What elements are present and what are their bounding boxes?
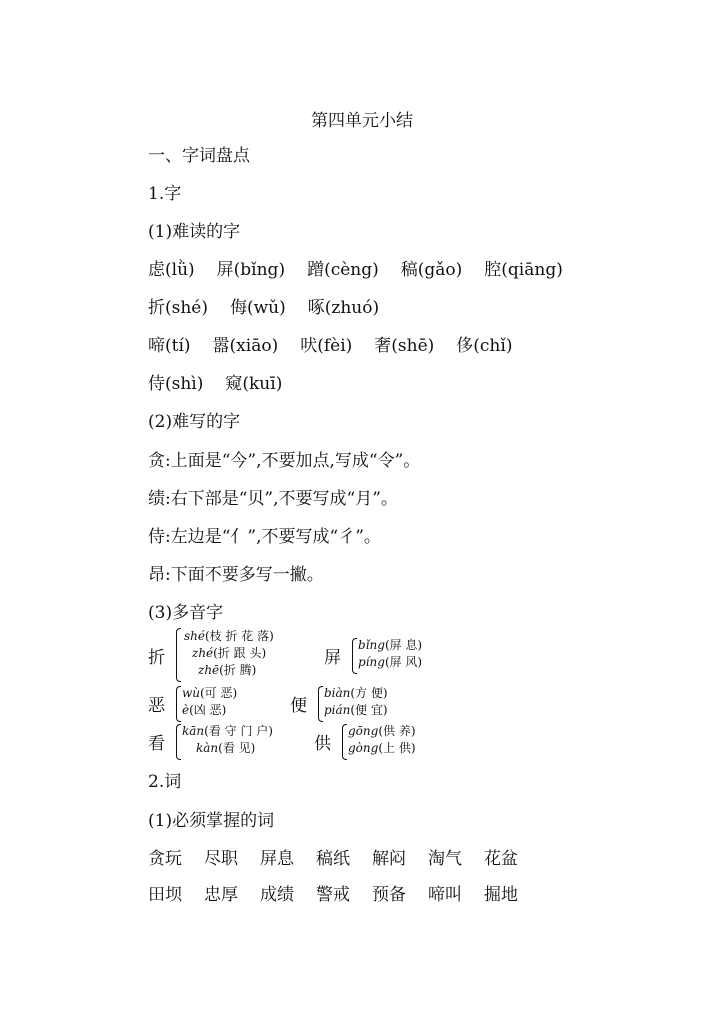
char-item: 折(shé) (148, 298, 208, 318)
polyphone-char: 看 (148, 734, 165, 754)
hard-read-row (148, 296, 401, 320)
reading: bǐng(屏 息) (358, 638, 423, 652)
polyphone-char: 便 (290, 696, 307, 716)
polyphone-group (148, 722, 298, 770)
word-item: 贪玩 (148, 849, 182, 869)
brace (342, 724, 347, 760)
word-item: 淘气 (428, 849, 462, 869)
word-item: 花盆 (484, 849, 518, 869)
reading: zhē(折 腾) (198, 663, 257, 677)
reading: zhé(折 跟 头) (192, 646, 267, 660)
sub-heading-zi: 1.字 (148, 184, 182, 204)
reading: è(凶 恶) (182, 703, 227, 717)
word-item: 啼叫 (428, 885, 462, 905)
char-item: 窥(kuī) (225, 374, 283, 394)
brace (176, 628, 181, 682)
word-item: 屏息 (260, 849, 294, 869)
char-item: 侈(chǐ) (456, 336, 513, 356)
polyphone-char: 屏 (324, 648, 341, 668)
word-row (148, 883, 540, 907)
reading: kàn(看 见) (196, 741, 256, 755)
polyphone-heading: (3)多音字 (148, 603, 224, 623)
hard-write-line: 绩:右下部是“贝”,不要写成“月”。 (148, 489, 398, 509)
word-item: 解闷 (372, 849, 406, 869)
char-item: 侍(shì) (148, 374, 204, 394)
word-item: 成绩 (260, 885, 294, 905)
brace (176, 686, 181, 722)
char-item: 奢(shē) (374, 336, 435, 356)
word-item: 田坝 (148, 885, 182, 905)
hard-read-row (148, 258, 585, 282)
char-item: 蹭(cèng) (307, 260, 379, 280)
char-item: 嚣(xiāo) (212, 336, 279, 356)
hard-write-line: 昂:下面不要多写一撇。 (148, 565, 324, 585)
polyphone-char: 恶 (148, 696, 165, 716)
word-row (148, 847, 540, 871)
char-item: 虑(lǜ) (148, 260, 195, 280)
sub-heading-ci: 2.词 (148, 772, 182, 792)
polyphone-char: 供 (314, 734, 331, 754)
brace (352, 638, 357, 674)
reading: gòng(上 供) (348, 741, 416, 755)
hard-read-heading: (1)难读的字 (148, 222, 241, 242)
reading: gōng(供 养) (348, 724, 416, 738)
polyphone-group (148, 626, 298, 677)
word-item: 稿纸 (316, 849, 350, 869)
page-title: 第四单元小结 (311, 111, 413, 131)
hard-write-line: 贪:上面是“今”,不要加点,写成“令”。 (148, 451, 421, 471)
char-item: 吠(fèi) (300, 336, 353, 356)
char-item: 侮(wǔ) (230, 298, 286, 318)
brace (176, 724, 181, 760)
word-item: 警戒 (316, 885, 350, 905)
word-item: 尽职 (204, 849, 238, 869)
reading: biàn(方 便) (324, 686, 388, 700)
section-heading: 一、字词盘点 (148, 146, 250, 166)
reading: shé(枝 折 花 落) (184, 629, 274, 643)
char-item: 屏(bǐng) (216, 260, 286, 280)
char-item: 啄(zhuó) (307, 298, 380, 318)
polyphone-char: 折 (148, 648, 165, 668)
hard-write-line: 侍:左边是“亻”,不要写成“彳”。 (148, 527, 381, 547)
char-item: 腔(qiāng) (484, 260, 563, 280)
char-item: 稿(gǎo) (400, 260, 463, 280)
must-words-heading: (1)必须掌握的词 (148, 811, 275, 831)
char-item: 啼(tí) (148, 336, 191, 356)
hard-write-heading: (2)难写的字 (148, 412, 241, 432)
hard-read-row (148, 334, 534, 358)
reading: píng(屏 风) (358, 655, 423, 669)
word-item: 预备 (372, 885, 406, 905)
polyphone-group (324, 636, 454, 684)
brace (318, 686, 323, 722)
word-item: 忠厚 (204, 885, 238, 905)
reading: pián(便 宜) (324, 703, 388, 717)
hard-read-row (148, 372, 304, 396)
word-item: 掘地 (484, 885, 518, 905)
reading: kān(看 守 门 户) (182, 724, 273, 738)
reading: wù(可 恶) (182, 686, 238, 700)
polyphone-group (314, 722, 444, 770)
